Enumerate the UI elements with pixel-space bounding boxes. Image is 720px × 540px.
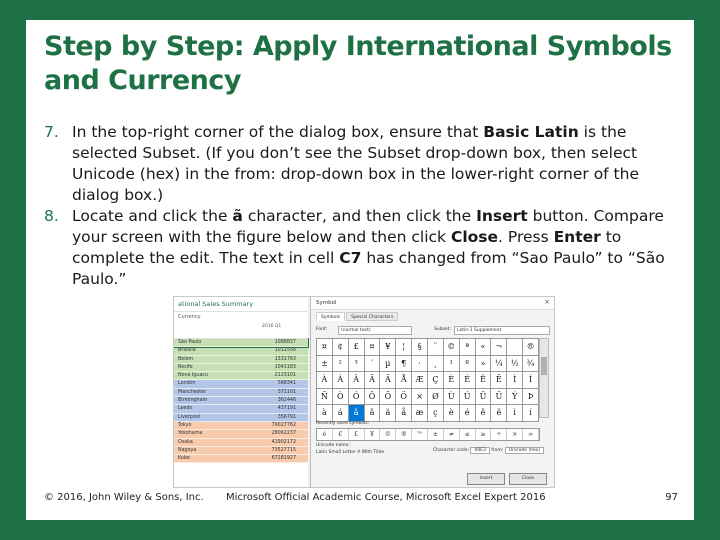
city-cell[interactable]: Liverpool <box>178 414 201 420</box>
step-emphasis: Close <box>450 228 499 246</box>
value-cell[interactable]: 67281927 <box>271 456 296 462</box>
table-row[interactable] <box>174 397 308 405</box>
figure-screenshot <box>173 296 555 488</box>
symbol-grid-scrollbar[interactable] <box>539 338 549 418</box>
symbol-cell[interactable]: Ø <box>428 389 444 406</box>
symbol-cell[interactable]: × <box>412 389 428 406</box>
symbol-grid <box>316 338 539 422</box>
symbol-cell[interactable]: Ô <box>365 389 381 406</box>
symbol-cell[interactable]: ê <box>476 405 492 422</box>
value-cell[interactable]: 73527715 <box>271 447 296 453</box>
symbol-cell[interactable]: å <box>396 405 412 422</box>
symbol-cell[interactable]: Ý <box>507 389 523 406</box>
city-cell[interactable]: Nagoya <box>178 447 197 453</box>
step-emphasis: C7 <box>339 249 362 267</box>
recent-symbol[interactable]: ≤ <box>460 429 476 440</box>
symbol-cell[interactable]: Ö <box>396 389 412 406</box>
tab-symbols[interactable]: Symbols <box>316 312 345 321</box>
recent-symbol[interactable]: ≠ <box>444 429 460 440</box>
sheet-title: ational Sales Summary <box>174 297 308 312</box>
value-cell[interactable]: 1041183 <box>274 364 296 370</box>
step-text: . Press <box>498 228 554 246</box>
table-row[interactable] <box>174 339 308 347</box>
value-cell[interactable]: 1088837 <box>274 340 296 345</box>
city-cell[interactable]: Yokohama <box>178 431 203 437</box>
footer-copyright: © 2016, John Wiley & Sons, Inc. <box>44 492 204 503</box>
sheet-rows <box>174 339 308 463</box>
step-number: 7. <box>44 123 59 141</box>
city-cell[interactable]: Osaka <box>178 439 193 445</box>
value-cell[interactable]: 362446 <box>277 398 296 404</box>
symbol-cell[interactable]: Â <box>349 372 365 389</box>
table-row[interactable] <box>174 347 308 355</box>
symbol-cell[interactable]: Û <box>476 389 492 406</box>
symbol-cell[interactable] <box>507 339 523 356</box>
character-code-label: Character code: <box>433 448 470 453</box>
symbol-cell[interactable]: » <box>476 356 492 373</box>
symbol-cell[interactable]: É <box>460 372 476 389</box>
step-item <box>44 122 684 206</box>
city-cell[interactable]: Brasilia <box>178 348 196 354</box>
symbol-cell[interactable]: À <box>317 372 333 389</box>
symbol-cell[interactable]: á <box>333 405 349 422</box>
value-cell[interactable]: 371101 <box>277 389 296 395</box>
symbol-cell[interactable]: Æ <box>412 372 428 389</box>
city-cell[interactable]: Recife <box>178 364 193 370</box>
steps-list <box>44 122 684 290</box>
character-code-field[interactable]: 00E3 <box>470 447 489 454</box>
symbol-cell[interactable]: ¥ <box>380 339 396 356</box>
symbol-cell[interactable]: Ü <box>491 389 507 406</box>
from-dropdown[interactable]: Unicode (hex) <box>505 447 544 454</box>
symbol-cell[interactable]: ç <box>428 405 444 422</box>
symbol-cell[interactable]: â <box>365 405 381 422</box>
close-icon[interactable]: × <box>544 298 550 306</box>
city-cell[interactable]: Belem <box>178 356 194 362</box>
symbol-cell[interactable]: « <box>476 339 492 356</box>
symbol-cell[interactable]: ³ <box>349 356 365 373</box>
step-text: In the top-right corner of the dialog box, ensure that <box>72 123 484 141</box>
step-emphasis: Insert <box>476 207 528 225</box>
recent-symbol[interactable]: © <box>380 429 396 440</box>
symbol-cell[interactable]: Ú <box>460 389 476 406</box>
excel-sheet <box>174 297 308 487</box>
symbol-cell[interactable]: Ä <box>380 372 396 389</box>
city-cell[interactable]: São Paulo <box>178 340 202 345</box>
symbol-cell[interactable]: ½ <box>507 356 523 373</box>
slide <box>26 20 694 520</box>
symbol-cell[interactable]: è <box>444 405 460 422</box>
symbol-cell[interactable]: Õ <box>380 389 396 406</box>
symbol-cell[interactable]: © <box>444 339 460 356</box>
sheet-subtitle: Currency <box>178 314 201 320</box>
step-item <box>44 206 684 290</box>
subset-label: Subset: <box>434 327 451 332</box>
symbol-cell[interactable]: ¾ <box>523 356 539 373</box>
step-text: is the selected Subset. (If you don’t see the Subset drop-down box, then select Unicode (hex) in the from: drop-down box in the lower-right corner of the dialog box.) <box>72 123 639 204</box>
table-row[interactable] <box>174 389 308 397</box>
symbol-cell[interactable]: Á <box>333 372 349 389</box>
symbol-cell[interactable]: · <box>412 356 428 373</box>
unicode-name-value: Latin Small Letter A With Tilde <box>316 450 385 455</box>
city-cell[interactable]: Nova Iguacu <box>178 373 208 379</box>
recent-symbol[interactable]: × <box>507 429 523 440</box>
symbol-cell[interactable]: ¬ <box>491 339 507 356</box>
table-row[interactable] <box>174 439 308 447</box>
table-row[interactable] <box>174 380 308 388</box>
column-header <box>174 322 308 339</box>
symbol-cell[interactable]: ¤ <box>365 339 381 356</box>
value-cell[interactable]: 1012556 <box>274 348 296 354</box>
symbol-cell[interactable]: ë <box>491 405 507 422</box>
symbol-cell[interactable]: ® <box>523 339 539 356</box>
value-cell[interactable]: 1331763 <box>274 356 296 362</box>
recent-symbol[interactable]: ≥ <box>476 429 492 440</box>
value-cell[interactable]: 437191 <box>277 406 296 412</box>
table-row[interactable] <box>174 430 308 438</box>
table-row[interactable] <box>174 447 308 455</box>
city-cell[interactable]: Leeds <box>178 406 193 412</box>
symbol-cell[interactable]: ä <box>380 405 396 422</box>
step-text: has changed from “Sao Paulo” to “São Paulo.” <box>72 249 665 288</box>
value-cell[interactable]: 41902172 <box>271 439 296 445</box>
symbol-cell[interactable]: ¤ <box>317 339 333 356</box>
value-cell[interactable]: 79027762 <box>271 422 296 428</box>
column-header-label: 2016 Q1 <box>262 324 282 329</box>
value-cell[interactable]: 356791 <box>277 414 296 420</box>
page-number: 97 <box>665 492 678 503</box>
symbol-cell[interactable]: ì <box>507 405 523 422</box>
symbol-cell[interactable]: Ò <box>333 389 349 406</box>
city-cell[interactable]: Kobe <box>178 456 190 462</box>
font-dropdown[interactable]: (normal text) <box>338 326 412 335</box>
symbol-cell[interactable]: ´ <box>365 356 381 373</box>
table-row[interactable] <box>174 405 308 413</box>
recent-symbol[interactable]: ± <box>428 429 444 440</box>
symbol-cell[interactable]: ± <box>317 356 333 373</box>
step-text: to complete the edit. The text in cell <box>72 228 622 267</box>
table-row[interactable] <box>174 414 308 422</box>
symbol-cell[interactable]: ¼ <box>491 356 507 373</box>
symbol-cell[interactable]: Ç <box>428 372 444 389</box>
table-row[interactable] <box>174 364 308 372</box>
scrollbar-thumb[interactable] <box>541 357 547 375</box>
symbol-cell[interactable]: ² <box>333 356 349 373</box>
step-text: Locate and click the <box>72 207 233 225</box>
from-label: from: <box>491 448 504 453</box>
table-row[interactable] <box>174 455 308 463</box>
symbol-cell[interactable]: ª <box>460 339 476 356</box>
recent-symbol[interactable]: € <box>333 429 349 440</box>
recent-symbols-row <box>316 428 540 441</box>
recent-symbol[interactable]: ÷ <box>491 429 507 440</box>
dialog-title: Symbol <box>311 297 555 310</box>
symbol-cell[interactable]: é <box>460 405 476 422</box>
recent-symbol[interactable]: ™ <box>412 429 428 440</box>
step-text: character, and then click the <box>242 207 477 225</box>
symbol-cell[interactable]: Ó <box>349 389 365 406</box>
city-cell[interactable]: Tokyo <box>178 422 192 428</box>
character-code-row <box>433 447 544 454</box>
symbol-cell[interactable]: æ <box>412 405 428 422</box>
value-cell[interactable]: 28062237 <box>271 431 296 437</box>
city-cell[interactable]: Manchester <box>178 389 207 395</box>
symbol-cell[interactable]: ¹ <box>444 356 460 373</box>
table-row[interactable] <box>174 422 308 430</box>
symbol-cell[interactable]: Ñ <box>317 389 333 406</box>
symbol-dialog <box>310 297 555 487</box>
symbol-cell[interactable]: £ <box>349 339 365 356</box>
symbol-cell[interactable]: µ <box>380 356 396 373</box>
symbol-cell[interactable]: Ã <box>365 372 381 389</box>
symbol-cell[interactable]: Ì <box>507 372 523 389</box>
symbol-cell[interactable]: ¸ <box>428 356 444 373</box>
step-emphasis: Basic Latin <box>483 123 579 141</box>
unicode-name-label: Unicode name: <box>316 443 350 448</box>
subset-dropdown[interactable]: Latin-1 Supplement <box>454 326 550 335</box>
symbol-cell[interactable]: ¨ <box>428 339 444 356</box>
tab-special-characters[interactable]: Special Characters <box>346 312 398 321</box>
city-cell[interactable]: London <box>178 381 196 387</box>
recent-symbol[interactable]: ® <box>396 429 412 440</box>
symbol-cell[interactable]: Ë <box>491 372 507 389</box>
insert-button[interactable]: Insert <box>467 473 505 485</box>
symbol-cell[interactable]: § <box>412 339 428 356</box>
symbol-cell[interactable]: ¶ <box>396 356 412 373</box>
symbol-cell[interactable]: Å <box>396 372 412 389</box>
symbol-cell[interactable]: È <box>444 372 460 389</box>
symbol-cell[interactable]: º <box>460 356 476 373</box>
slide-title: Step by Step: Apply International Symbols and Currency <box>44 31 672 96</box>
symbol-cell[interactable]: í <box>523 405 539 422</box>
footer-course: Microsoft Official Academic Course, Microsoft Excel Expert 2016 <box>226 492 546 503</box>
symbol-cell[interactable]: ¢ <box>333 339 349 356</box>
step-number: 8. <box>44 207 59 225</box>
recent-symbol[interactable]: ∞ <box>523 429 539 440</box>
dialog-tabs <box>316 312 399 321</box>
symbol-cell[interactable]: Þ <box>523 389 539 406</box>
step-text: button. Compare your screen with the figure below and then click <box>72 207 664 246</box>
symbol-cell[interactable]: Ù <box>444 389 460 406</box>
symbol-cell[interactable]: Í <box>523 372 539 389</box>
font-label: Font: <box>316 327 328 332</box>
table-row[interactable] <box>174 356 308 364</box>
value-cell[interactable]: 568341 <box>277 381 296 387</box>
symbol-cell[interactable]: à <box>317 405 333 422</box>
symbol-cell[interactable]: ¦ <box>396 339 412 356</box>
step-emphasis: ã <box>232 207 243 225</box>
symbol-cell[interactable]: Ê <box>476 372 492 389</box>
recent-symbol[interactable]: ¥ <box>365 429 381 440</box>
close-button[interactable]: Close <box>509 473 547 485</box>
table-row[interactable] <box>174 372 308 380</box>
symbol-cell[interactable]: ã <box>349 405 365 422</box>
step-emphasis: Enter <box>553 228 601 246</box>
value-cell[interactable]: 2123101 <box>274 373 296 379</box>
recent-symbol[interactable]: é <box>317 429 333 440</box>
recent-symbols-label: Recently used symbols: <box>316 421 370 426</box>
city-cell[interactable]: Birmingham <box>178 398 208 404</box>
recent-symbol[interactable]: £ <box>349 429 365 440</box>
font-subset-row <box>316 326 550 335</box>
